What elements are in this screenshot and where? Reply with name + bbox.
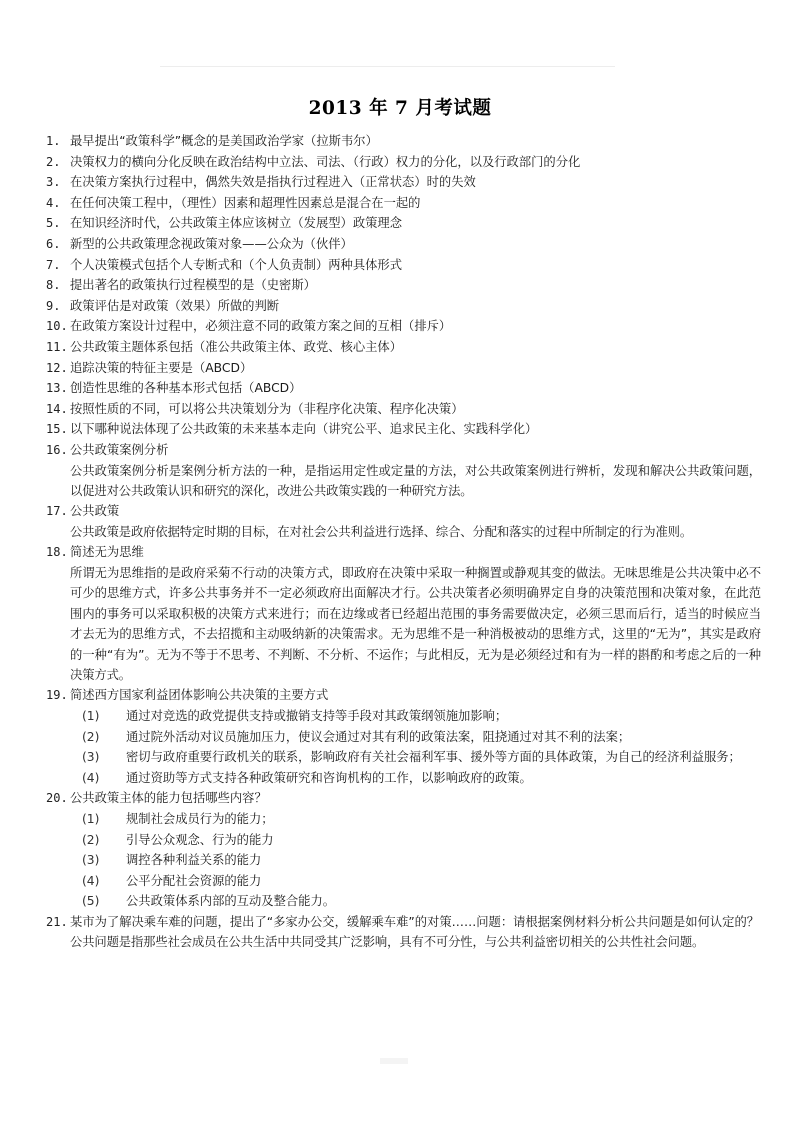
question-text: 提出著名的政策执行过程模型的是（史密斯）: [70, 278, 316, 293]
question-item: [46, 399, 761, 420]
question-number: 17.: [46, 504, 68, 519]
question-number: 4.: [46, 195, 61, 210]
question-text: 最早提出“政策科学”概念的是美国政治学家（拉斯韦尔）: [70, 134, 378, 148]
sub-item: [46, 891, 761, 912]
sub-item: [46, 768, 761, 789]
sub-item-text: 公共政策体系内部的互动及整合能力。: [126, 894, 336, 909]
question-item: [46, 131, 761, 152]
question-item: [46, 912, 761, 933]
question-item: [46, 501, 761, 522]
question-item: [46, 685, 761, 706]
question-number: 13.: [46, 381, 68, 396]
sub-item-number: (4): [82, 770, 100, 785]
sub-item-number: (3): [82, 853, 100, 868]
question-text: 以下哪种说法体现了公共政策的未来基本走向（讲究公平、追求民主化、实践科学化）: [70, 422, 538, 437]
question-number: 21.: [46, 914, 68, 929]
question-item: [46, 788, 761, 809]
question-item: [46, 172, 761, 193]
question-number: 1.: [46, 134, 61, 148]
question-text: 公共政策: [70, 504, 120, 519]
question-item: [46, 152, 761, 173]
sub-item-number: (1): [82, 811, 100, 826]
question-text: 按照性质的不同，可以将公共决策划分为（非程序化决策、程序化决策）: [70, 401, 464, 416]
question-item: [46, 193, 761, 214]
question-item: [46, 542, 761, 563]
question-number: 9.: [46, 298, 61, 313]
question-text: 新型的公共政策理念视政策对象——公众为（伙伴）: [70, 236, 353, 251]
question-number: 12.: [46, 360, 68, 375]
question-text: 公共政策主题体系包括（准公共政策主体、政党、核心主体）: [70, 339, 403, 354]
answer-paragraph: 公共政策是政府依据特定时期的目标，在对社会公共利益进行选择、综合、分配和落实的过程中所制定的行为准则。: [70, 524, 693, 539]
question-text: 在决策方案执行过程中，偶然失效是指执行过程进入（正常状态）时的失效: [70, 175, 476, 190]
question-item: [46, 255, 761, 276]
sub-item-text: 通过资助等方式支持各种政策研究和咨询机构的工作，以影响政府的政策。: [126, 770, 532, 785]
question-number: 8.: [46, 278, 61, 293]
sub-item: [46, 727, 761, 748]
question-number: 19.: [46, 688, 68, 703]
question-item: [46, 234, 761, 255]
question-list: [46, 131, 761, 953]
question-text: 追踪决策的特征主要是（ABCD）: [70, 360, 253, 375]
answer-paragraph: 公共问题是指那些社会成员在公共生活中共同受其广泛影响，具有不可分性，与公共利益密切相关的公共性社会问题。: [70, 935, 705, 950]
sub-item-number: (5): [82, 894, 100, 909]
question-text: 简述西方国家利益团体影响公共决策的主要方式: [70, 688, 329, 703]
question-number: 15.: [46, 422, 68, 437]
question-text: 决策权力的横向分化反映在政治结构中立法、司法、（行政）权力的分化，以及行政部门的分化: [70, 154, 581, 169]
sub-item-text: 引导公众观念、行为的能力: [126, 832, 274, 847]
question-number: 3.: [46, 175, 61, 190]
sub-item-text: 公平分配社会资源的能力: [126, 873, 262, 888]
question-number: 18.: [46, 545, 68, 560]
sub-item: [46, 809, 761, 830]
question-text: 简述无为思维: [70, 545, 144, 560]
sub-item-number: (3): [82, 750, 100, 765]
sub-item-number: (2): [82, 729, 100, 744]
question-text: 政策评估是对政策（效果）所做的判断: [70, 298, 280, 313]
question-item: [46, 440, 761, 461]
question-item: [46, 358, 761, 379]
question-text: 某市为了解决乘车难的问题，提出了“多家办公交，缓解乘车难”的对策……问题：请根据案例材料分析公共问题是如何认定的？: [70, 914, 760, 929]
question-number: 14.: [46, 401, 68, 416]
question-number: 5.: [46, 216, 61, 231]
sub-item-number: (2): [82, 832, 100, 847]
question-number: 11.: [46, 339, 68, 354]
question-text: 公共政策案例分析: [70, 442, 169, 457]
sub-item-text: 通过院外活动对议员施加压力，使议会通过对其有利的政策法案，阻挠通过对其不利的法案；: [126, 729, 631, 744]
sub-item: [46, 850, 761, 871]
question-item: [46, 378, 761, 399]
header-rule: [160, 66, 615, 67]
sub-item-text: 规制社会成员行为的能力；: [126, 811, 274, 826]
question-text: 在知识经济时代，公共政策主体应该树立（发展型）政策理念: [70, 216, 403, 231]
sub-item: [46, 706, 761, 727]
question-number: 6.: [46, 236, 61, 251]
question-item: [46, 419, 761, 440]
sub-item-text: 密切与政府重要行政机关的联系，影响政府有关社会福利军事、援外等方面的具体政策，为自己的经济利益服务；: [126, 750, 741, 765]
question-number: 16.: [46, 442, 68, 457]
question-text: 公共政策主体的能力包括哪些内容？: [70, 791, 267, 806]
question-number: 7.: [46, 257, 61, 272]
page-title: 2013 年 7 月考试题: [308, 98, 492, 119]
sub-item-text: 调控各种利益关系的能力: [126, 853, 262, 868]
sub-item-number: (1): [82, 708, 100, 723]
sub-item-text: 通过对竞选的政党提供支持或撤销支持等手段对其政策纲领施加影响；: [126, 708, 508, 723]
footer-watermark: [380, 1058, 408, 1064]
question-number: 2.: [46, 154, 61, 169]
question-text: 个人决策模式包括个人专断式和（个人负责制）两种具体形式: [70, 257, 403, 272]
question-item: [46, 213, 761, 234]
question-text: 在任何决策工程中，（理性）因素和超理性因素总是混合在一起的: [70, 195, 421, 210]
sub-item-number: (4): [82, 873, 100, 888]
question-item: [46, 316, 761, 337]
question-text: 在政策方案设计过程中，必须注意不同的政策方案之间的互相（排斥）: [70, 319, 452, 334]
answer-paragraph: 公共政策案例分析是案例分析方法的一种，是指运用定性或定量的方法，对公共政策案例进行辨析，发现和解决公共政策问题，以促进对公共政策认识和研究的深化，改进公共政策实践的一种研究方法。: [70, 463, 761, 498]
question-item: [46, 275, 761, 296]
sub-item: [46, 830, 761, 851]
question-item: [46, 296, 761, 317]
sub-item: [46, 871, 761, 892]
question-item: [46, 337, 761, 358]
question-text: 创造性思维的各种基本形式包括（ABCD）: [70, 381, 302, 396]
question-number: 10.: [46, 319, 68, 334]
question-number: 20.: [46, 791, 68, 806]
answer-paragraph: 所谓无为思维指的是政府采菊不行动的决策方式，即政府在决策中采取一种搁置或静观其变的做法。无味思维是公共决策中必不可少的思维方式，许多公共事务并不一定必须政府出面解决才行。公共决策者必须明确界定自身的决策范围和决策对象，在此范围内的事务可以采取积极的决策方式来进行；而在边缘或者已经超出范围的事务需要做决定，必须三思而后行，适当的时候应当才去无为的思维方式，不去招揽和主动吸纳新的决策需求。无为思维不是一种消极被动的思维方式，这里的“无为”，其实是政府的一种“有为”。无为不等于不思考、不判断、不分析、不运作；与此相反，无为是必须经过和有为一样的斟酌和考虑之后的一种决策方式。: [70, 565, 761, 682]
sub-item: [46, 747, 761, 768]
